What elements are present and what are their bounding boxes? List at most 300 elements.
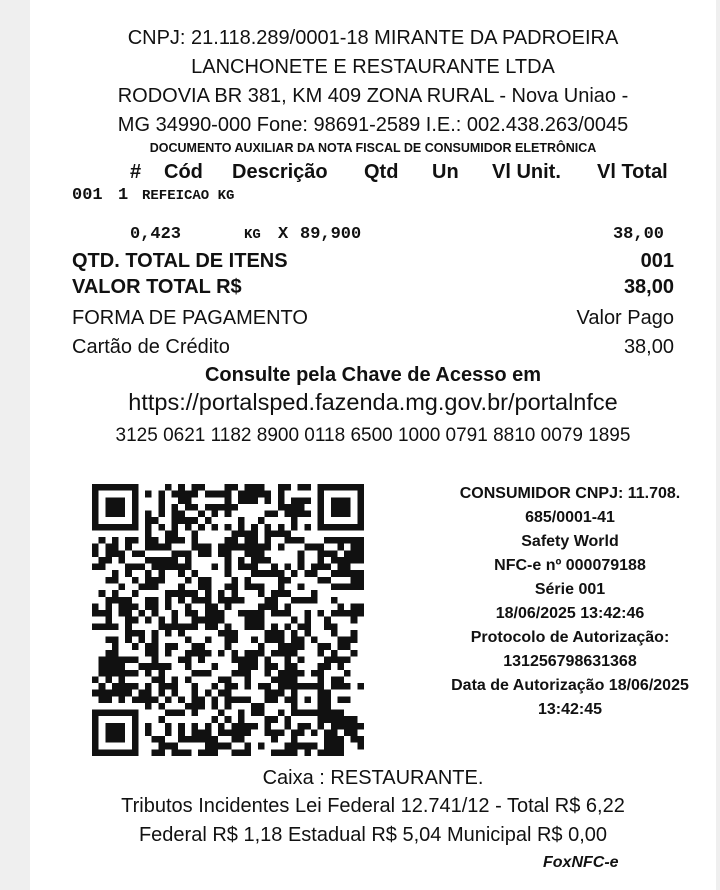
qr-module	[99, 564, 106, 571]
qr-module	[205, 650, 212, 657]
qr-module	[132, 617, 139, 624]
qr-module	[145, 517, 152, 524]
qr-module	[291, 650, 298, 657]
qr-module	[205, 610, 212, 617]
qr-module	[192, 623, 199, 630]
qr-module	[344, 683, 351, 690]
qr-module	[291, 696, 298, 703]
qr-module	[99, 524, 106, 531]
qr-module	[218, 729, 225, 736]
qr-module	[178, 517, 185, 524]
qr-module	[198, 550, 205, 557]
qr-module	[278, 683, 285, 690]
qr-module	[192, 696, 199, 703]
qr-module	[318, 710, 325, 717]
qr-module	[198, 577, 205, 584]
qr-module	[324, 716, 331, 723]
qr-module	[132, 716, 139, 723]
qr-module	[119, 690, 126, 697]
qr-module	[351, 544, 358, 551]
qr-module	[304, 630, 311, 637]
qr-module	[331, 630, 338, 637]
qr-module	[119, 663, 126, 670]
qr-module	[311, 670, 318, 677]
qr-module	[138, 637, 145, 644]
qr-module	[238, 564, 245, 571]
qr-module	[331, 537, 338, 544]
qr-module	[119, 497, 126, 504]
qr-module	[178, 537, 185, 544]
qr-module	[198, 736, 205, 743]
qr-module	[145, 557, 152, 564]
qr-module	[245, 743, 252, 750]
qr-module	[231, 530, 238, 537]
issuer-name-line: LANCHONETE E RESTAURANTE LTDA	[191, 56, 555, 78]
qr-module	[291, 743, 298, 750]
qr-module	[172, 643, 179, 650]
qr-module	[278, 643, 285, 650]
qr-module	[165, 603, 172, 610]
qr-module	[225, 564, 232, 571]
qr-module	[284, 484, 291, 491]
qr-module	[231, 683, 238, 690]
qr-module	[318, 557, 325, 564]
qr-module	[178, 564, 185, 571]
qr-module	[105, 497, 112, 504]
qr-module	[92, 676, 99, 683]
qr-module	[318, 491, 325, 498]
qr-module	[158, 623, 165, 630]
qr-module	[291, 683, 298, 690]
qr-module	[225, 537, 232, 544]
qr-module	[165, 723, 172, 730]
qr-module	[231, 723, 238, 730]
qr-module	[112, 729, 119, 736]
qr-module	[245, 723, 252, 730]
qr-module	[278, 590, 285, 597]
qr-module	[185, 504, 192, 511]
qr-module	[172, 743, 179, 750]
qr-module	[198, 656, 205, 663]
qr-module	[211, 703, 218, 710]
qr-module	[192, 530, 199, 537]
qr-module	[158, 557, 165, 564]
qr-module	[211, 743, 218, 750]
qr-module	[344, 723, 351, 730]
qr-module	[351, 650, 358, 657]
qr-module	[125, 603, 132, 610]
qr-module	[112, 570, 119, 577]
qr-module	[112, 690, 119, 697]
qr-module	[211, 610, 218, 617]
qr-module	[152, 696, 159, 703]
qr-module	[99, 670, 106, 677]
qr-module	[251, 623, 258, 630]
qr-module	[344, 670, 351, 677]
qr-module	[344, 497, 351, 504]
qr-module	[304, 696, 311, 703]
qr-module	[205, 617, 212, 624]
qr-module	[178, 590, 185, 597]
qr-module	[318, 663, 325, 670]
qr-module	[132, 643, 139, 650]
qr-module	[357, 603, 364, 610]
qr-module	[291, 663, 298, 670]
payment-method-label: FORMA DE PAGAMENTO	[72, 307, 308, 329]
qr-module	[112, 484, 119, 491]
qr-module	[119, 656, 126, 663]
qr-module	[351, 577, 358, 584]
qr-module	[105, 736, 112, 743]
qr-module	[132, 497, 139, 504]
qr-module	[278, 544, 285, 551]
qr-module	[231, 577, 238, 584]
qr-module	[251, 703, 258, 710]
qr-module	[298, 511, 305, 518]
qr-module	[112, 683, 119, 690]
qr-module	[304, 484, 311, 491]
qr-module	[145, 511, 152, 518]
qr-module	[119, 610, 126, 617]
qr-module	[192, 590, 199, 597]
qr-module	[271, 570, 278, 577]
qr-module	[271, 637, 278, 644]
qr-module	[132, 729, 139, 736]
qr-module	[125, 670, 132, 677]
qr-module	[284, 537, 291, 544]
qr-module	[178, 656, 185, 663]
qr-module	[331, 570, 338, 577]
qr-module	[198, 670, 205, 677]
col-qty: Qtd	[364, 161, 399, 183]
access-title: Consulte pela Chave de Acesso em	[204, 364, 542, 386]
qr-module	[278, 484, 285, 491]
qr-module	[324, 690, 331, 697]
qr-module	[132, 590, 139, 597]
qr-module	[298, 550, 305, 557]
qr-module	[331, 656, 338, 663]
qr-module	[331, 610, 338, 617]
qr-module	[245, 749, 252, 756]
qr-module	[351, 537, 358, 544]
qr-module	[271, 564, 278, 571]
qr-module	[344, 610, 351, 617]
qr-module	[185, 517, 192, 524]
qr-module	[331, 723, 338, 730]
qr-module	[152, 637, 159, 644]
qr-module	[231, 749, 238, 756]
qr-module	[351, 610, 358, 617]
total-value-label: VALOR TOTAL R$	[72, 276, 242, 298]
qr-module	[205, 584, 212, 591]
serie: Série 001	[534, 581, 606, 598]
qr-module	[192, 484, 199, 491]
qr-module	[119, 710, 126, 717]
qr-module	[165, 530, 172, 537]
qr-module	[152, 630, 159, 637]
qr-module	[351, 603, 358, 610]
qr-module	[158, 511, 165, 518]
qr-module	[344, 637, 351, 644]
qr-module	[172, 590, 179, 597]
qr-module	[112, 590, 119, 597]
qr-module	[99, 663, 106, 670]
qr-module	[112, 511, 119, 518]
item-times: X	[278, 225, 289, 244]
qty-total-value: 001	[640, 250, 674, 272]
qr-module	[165, 623, 172, 630]
qr-module	[245, 610, 252, 617]
qr-module	[245, 484, 252, 491]
qr-module	[119, 484, 126, 491]
qr-module	[331, 743, 338, 750]
qr-module	[291, 524, 298, 531]
qr-module	[99, 557, 106, 564]
access-url[interactable]: https://portalsped.fazenda.mg.gov.br/portalnfce	[128, 389, 618, 415]
qr-module	[119, 603, 126, 610]
qr-module	[245, 663, 252, 670]
qr-module	[271, 511, 278, 518]
qr-module	[251, 537, 258, 544]
qr-module	[218, 710, 225, 717]
qr-module	[304, 743, 311, 750]
qr-module	[205, 504, 212, 511]
qr-module	[158, 577, 165, 584]
qr-module	[245, 550, 252, 557]
qr-module	[198, 584, 205, 591]
qr-module	[318, 703, 325, 710]
qty-total-label: QTD. TOTAL DE ITENS	[72, 250, 288, 272]
qr-module	[125, 656, 132, 663]
qr-module	[178, 723, 185, 730]
qr-module	[119, 749, 126, 756]
qr-module	[145, 597, 152, 604]
qr-module	[225, 729, 232, 736]
qr-module	[192, 491, 199, 498]
qr-module	[185, 564, 192, 571]
qr-module	[119, 524, 126, 531]
qr-module	[304, 511, 311, 518]
qr-module	[218, 491, 225, 498]
qr-module	[351, 723, 358, 730]
qr-module	[304, 710, 311, 717]
qr-module	[158, 504, 165, 511]
qr-module	[351, 584, 358, 591]
qr-module	[92, 710, 99, 717]
qr-module	[298, 597, 305, 604]
col-description: Descrição	[232, 161, 328, 183]
qr-module	[185, 557, 192, 564]
qr-module	[185, 656, 192, 663]
qr-module	[172, 511, 179, 518]
qr-module	[145, 584, 152, 591]
qr-module	[125, 683, 132, 690]
qr-module	[105, 504, 112, 511]
nfce-number: NFC-e nº 000079188	[494, 557, 646, 574]
qr-module	[298, 497, 305, 504]
qr-module	[318, 696, 325, 703]
qr-module	[211, 603, 218, 610]
qr-module	[125, 617, 132, 624]
qr-module	[318, 524, 325, 531]
qr-module	[172, 690, 179, 697]
qr-module	[105, 544, 112, 551]
qr-module	[351, 617, 358, 624]
qr-module	[138, 630, 145, 637]
qr-module	[318, 723, 325, 730]
qr-module	[357, 557, 364, 564]
qr-module	[112, 623, 119, 630]
qr-module	[112, 749, 119, 756]
qr-module	[158, 743, 165, 750]
qr-module	[324, 729, 331, 736]
qr-module	[211, 491, 218, 498]
qr-module	[344, 570, 351, 577]
qr-module	[205, 597, 212, 604]
qr-module	[271, 690, 278, 697]
qr-module	[145, 670, 152, 677]
qr-module	[351, 557, 358, 564]
qr-module	[105, 729, 112, 736]
qr-module	[278, 690, 285, 697]
qr-module	[238, 729, 245, 736]
qr-module	[152, 577, 159, 584]
qr-module	[112, 736, 119, 743]
qr-module	[318, 564, 325, 571]
qr-module	[258, 643, 265, 650]
qr-module	[318, 497, 325, 504]
qr-module	[132, 524, 139, 531]
qr-module	[357, 511, 364, 518]
qr-module	[298, 537, 305, 544]
qr-module	[258, 491, 265, 498]
qr-module	[331, 676, 338, 683]
qr-module	[311, 544, 318, 551]
qr-module	[178, 511, 185, 518]
qr-module	[231, 656, 238, 663]
qr-module	[225, 623, 232, 630]
qr-module	[284, 743, 291, 750]
qr-module	[125, 710, 132, 717]
qr-module	[264, 663, 271, 670]
qr-module	[271, 736, 278, 743]
qr-module	[132, 603, 139, 610]
qr-module	[351, 716, 358, 723]
qr-module	[264, 497, 271, 504]
qr-module	[145, 537, 152, 544]
qr-code[interactable]	[92, 484, 364, 756]
qr-module	[125, 484, 132, 491]
qr-module	[357, 524, 364, 531]
qr-module	[218, 690, 225, 697]
qr-module	[278, 749, 285, 756]
qr-module	[92, 497, 99, 504]
qr-module	[105, 670, 112, 677]
qr-module	[245, 617, 252, 624]
document-title: DOCUMENTO AUXILIAR DA NOTA FISCAL DE CONSUMIDOR ELETRÔNICA	[149, 141, 597, 155]
qr-module	[318, 517, 325, 524]
qr-module	[318, 683, 325, 690]
qr-module	[271, 676, 278, 683]
qr-module	[291, 643, 298, 650]
qr-module	[324, 577, 331, 584]
qr-module	[125, 630, 132, 637]
qr-module	[211, 504, 218, 511]
qr-module	[225, 603, 232, 610]
qr-module	[344, 564, 351, 571]
qr-module	[284, 623, 291, 630]
qr-module	[145, 544, 152, 551]
qr-module	[165, 729, 172, 736]
qr-module	[125, 623, 132, 630]
qr-module	[318, 511, 325, 518]
qr-module	[357, 491, 364, 498]
qr-module	[105, 676, 112, 683]
qr-module	[192, 703, 199, 710]
qr-module	[192, 570, 199, 577]
qr-module	[264, 630, 271, 637]
payment-amount: 38,00	[623, 336, 674, 358]
qr-module	[245, 650, 252, 657]
access-key: 3125 0621 1182 8900 0118 6500 1000 0791 8810 0079 1895	[115, 425, 631, 446]
qr-module	[185, 650, 192, 657]
qr-module	[178, 484, 185, 491]
qr-module	[225, 484, 232, 491]
qr-module	[225, 597, 232, 604]
qr-module	[278, 630, 285, 637]
qr-module	[331, 650, 338, 657]
item-unit: KG	[244, 227, 261, 243]
qr-module	[99, 690, 106, 697]
qr-module	[238, 517, 245, 524]
qr-module	[112, 504, 119, 511]
qr-module	[185, 736, 192, 743]
paid-value-label: Valor Pago	[576, 307, 674, 329]
qr-module	[105, 749, 112, 756]
qr-module	[245, 656, 252, 663]
qr-module	[357, 610, 364, 617]
qr-module	[324, 550, 331, 557]
qr-module	[158, 617, 165, 624]
qr-module	[271, 630, 278, 637]
qr-module	[278, 504, 285, 511]
qr-module	[205, 637, 212, 644]
qr-module	[145, 643, 152, 650]
qr-module	[264, 570, 271, 577]
qr-module	[132, 656, 139, 663]
qr-module	[291, 597, 298, 604]
qr-module	[344, 537, 351, 544]
qr-module	[324, 696, 331, 703]
qr-module	[304, 623, 311, 630]
qr-module	[298, 643, 305, 650]
qr-module	[192, 670, 199, 677]
qr-module	[112, 597, 119, 604]
qr-module	[238, 491, 245, 498]
qr-module	[264, 524, 271, 531]
qr-module	[311, 729, 318, 736]
qr-module	[357, 570, 364, 577]
qr-module	[298, 670, 305, 677]
qr-module	[185, 749, 192, 756]
qr-module	[198, 643, 205, 650]
qr-module	[357, 537, 364, 544]
qr-module	[318, 544, 325, 551]
qr-module	[271, 729, 278, 736]
qr-module	[351, 570, 358, 577]
qr-module	[172, 517, 179, 524]
qr-module	[119, 696, 126, 703]
